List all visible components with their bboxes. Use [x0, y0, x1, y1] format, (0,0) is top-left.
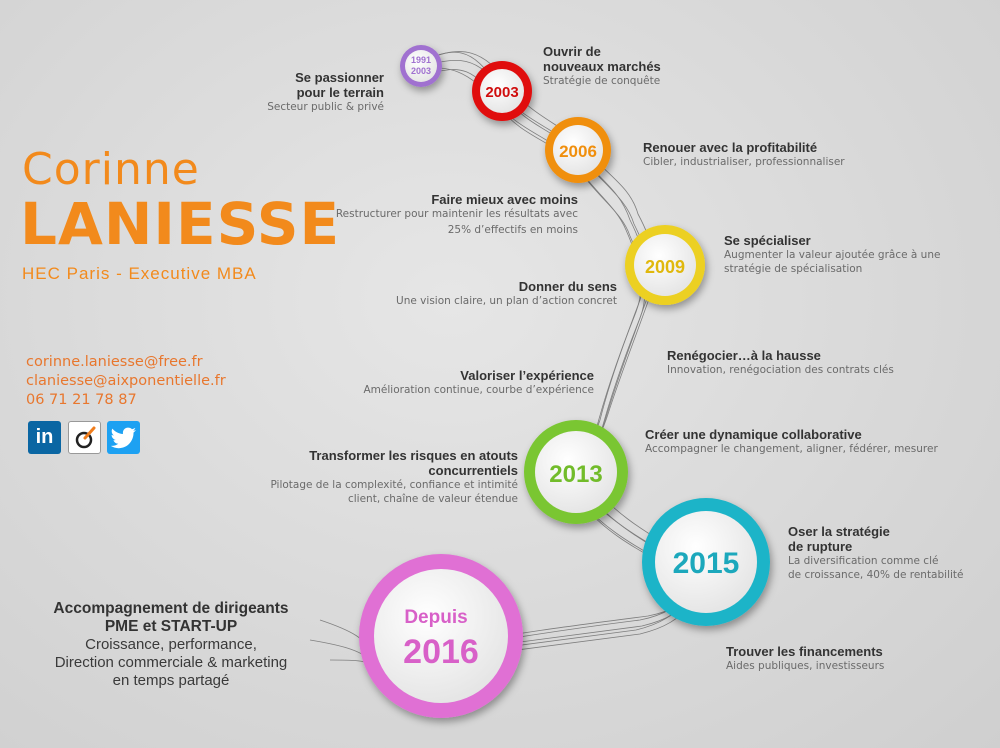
viadeo-icon[interactable] — [68, 421, 101, 454]
item-sens-title: Donner du sens — [518, 279, 617, 294]
item-ouvrir — [543, 44, 661, 88]
item-accompagnement-title-2: PME et START-UP — [104, 618, 238, 635]
milestone-2006-label: 2006 — [559, 142, 597, 161]
item-oser-title-2: de rupture — [788, 539, 853, 554]
email-primary[interactable]: corinne.laniesse@free.fr — [26, 354, 203, 370]
item-faire-title: Faire mieux avec moins — [431, 192, 578, 207]
milestone-1991-label: 1991 — [410, 55, 432, 65]
item-renegocier-desc: Innovation, renégociation des contrats clés — [667, 364, 894, 376]
item-transformer-desc-2: client, chaîne de valeur étendue — [347, 493, 518, 505]
milestone-depuis-label: Depuis — [404, 607, 468, 628]
item-specialiser-desc-2: stratégie de spécialisation — [724, 263, 863, 275]
linkedin-icon-label: in — [35, 426, 54, 448]
milestone-2015 — [642, 498, 770, 626]
item-renouer-desc: Cibler, industrialiser, professionnaliser — [643, 156, 845, 168]
item-accompagnement-line-5: en temps partagé — [112, 672, 230, 689]
item-ouvrir-desc: Stratégie de conquête — [543, 75, 661, 87]
item-valoriser — [364, 368, 595, 397]
item-financements-title: Trouver les financements — [726, 644, 883, 659]
milestone-2003 — [472, 61, 532, 121]
item-valoriser-title: Valoriser l’expérience — [460, 368, 594, 383]
milestone-2003-end-label: 2003 — [410, 66, 432, 76]
linkedin-icon[interactable] — [28, 421, 61, 454]
item-passion — [267, 70, 384, 114]
item-ouvrir-title-1: Ouvrir de — [543, 44, 601, 59]
item-accompagnement-line-3: Croissance, performance, — [85, 636, 257, 653]
milestone-2009-label: 2009 — [644, 257, 686, 277]
item-oser — [788, 524, 964, 582]
milestone-2006 — [545, 117, 611, 183]
item-renegocier-title: Renégocier…à la hausse — [667, 348, 821, 363]
item-creer — [645, 427, 938, 456]
phone-number: 06 71 21 78 87 — [26, 392, 137, 408]
item-sens-desc: Une vision claire, un plan d’action concret — [396, 295, 617, 307]
item-ouvrir-title-2: nouveaux marchés — [543, 59, 661, 74]
item-specialiser-title: Se spécialiser — [724, 233, 811, 248]
viadeo-glyph — [72, 425, 98, 451]
item-transformer-desc-1: Pilotage de la complexité, confiance et intimité — [270, 479, 518, 491]
email-secondary[interactable]: claniesse@aixponentielle.fr — [26, 373, 226, 389]
item-transformer — [270, 448, 518, 506]
first-name: Corinne — [22, 144, 200, 195]
item-faire-desc-1: Restructurer pour maintenir les résultats avec — [335, 208, 578, 220]
twitter-icon[interactable] — [107, 421, 140, 454]
item-financements-desc: Aides publiques, investisseurs — [726, 660, 885, 672]
item-renegocier — [667, 348, 894, 377]
item-creer-title: Créer une dynamique collaborative — [645, 427, 862, 442]
last-name: LANIESSE — [20, 190, 341, 258]
degree: HEC Paris - Executive MBA — [22, 264, 257, 283]
item-specialiser-desc-1: Augmenter la valeur ajoutée grâce à une — [724, 249, 941, 261]
item-valoriser-desc: Amélioration continue, courbe d’expérience — [363, 384, 594, 396]
item-faire-desc-2: 25% d’effectifs en moins — [447, 224, 578, 236]
milestone-2016 — [359, 554, 523, 718]
item-passion-desc: Secteur public & privé — [267, 101, 384, 113]
item-accompagnement — [12, 600, 330, 690]
timeline-threads — [310, 51, 699, 665]
item-transformer-title-2: concurrentiels — [428, 463, 518, 478]
milestone-2013 — [524, 420, 628, 524]
milestone-2015-label: 2015 — [672, 547, 740, 580]
item-oser-desc-2: de croissance, 40% de rentabilité — [788, 569, 964, 581]
milestone-1991-2003 — [400, 45, 442, 87]
item-renouer-title: Renouer avec la profitabilité — [643, 140, 818, 155]
item-sens — [396, 279, 617, 308]
item-renouer — [643, 140, 845, 169]
item-creer-desc: Accompagner le changement, aligner, fédérer, mesurer — [645, 443, 938, 455]
twitter-bird-glyph — [111, 427, 137, 449]
item-specialiser — [724, 233, 940, 276]
item-transformer-title-1: Transformer les risques en atouts — [309, 448, 518, 463]
item-passion-title-2: pour le terrain — [296, 85, 384, 100]
milestone-2016-label: 2016 — [403, 633, 479, 671]
milestone-2009 — [625, 225, 705, 305]
item-oser-title-1: Oser la stratégie — [788, 524, 890, 539]
milestone-2003-label: 2003 — [485, 84, 519, 101]
item-accompagnement-title-1: Accompagnement de dirigeants — [53, 600, 289, 617]
item-oser-desc-1: La diversification comme clé — [788, 555, 939, 567]
item-passion-title-1: Se passionner — [295, 70, 384, 85]
item-accompagnement-line-4: Direction commerciale & marketing — [54, 654, 288, 671]
milestone-2013-label: 2013 — [549, 461, 603, 488]
item-faire — [336, 192, 578, 237]
item-financements — [726, 644, 884, 673]
